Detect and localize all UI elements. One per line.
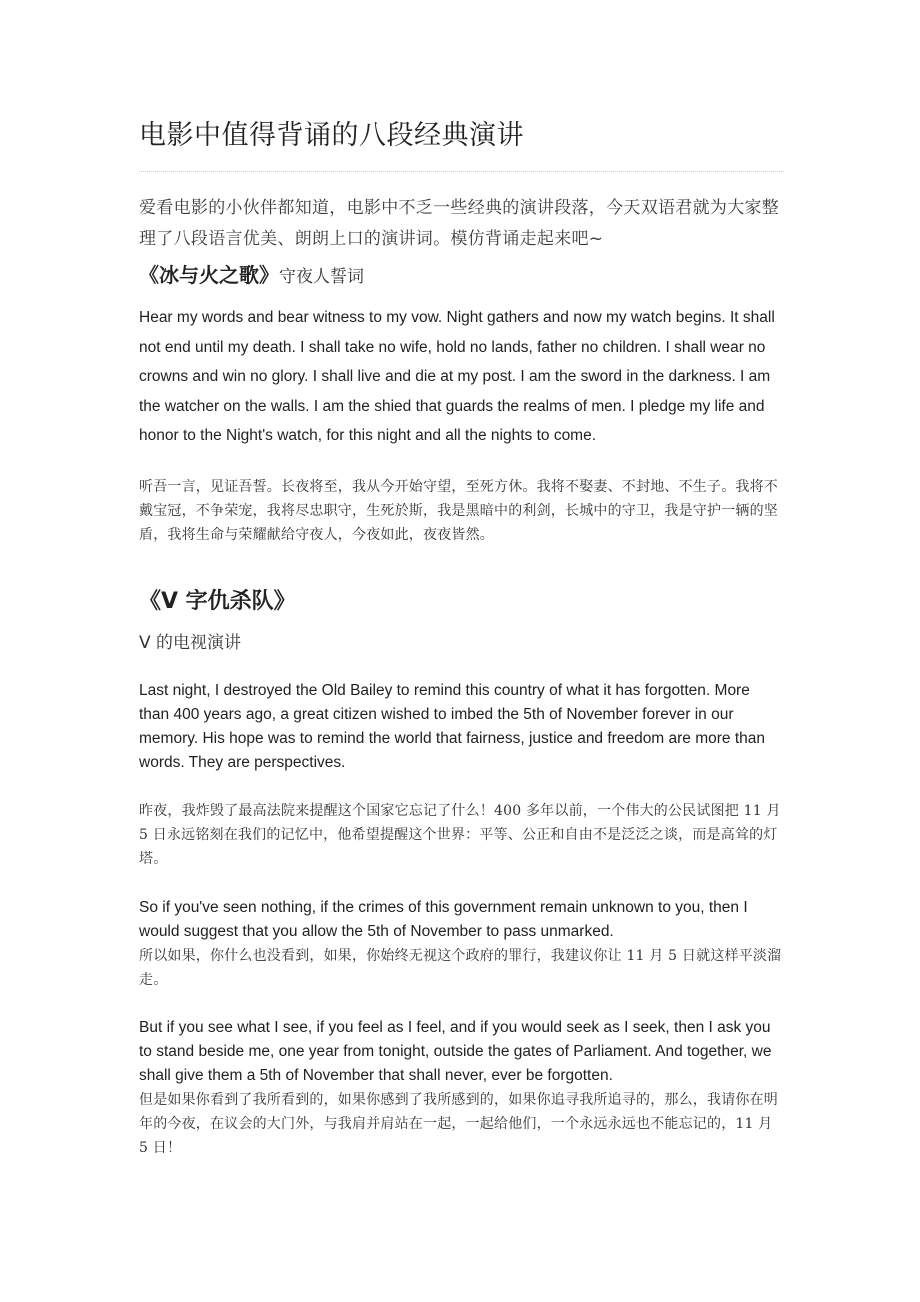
section2-paragraph1-chinese: 昨夜，我炸毁了最高法院来提醒这个国家它忘记了什么！400 多年以前，一个伟大的公民试图把 11 月 5 日永远铭刻在我们的记忆中，他希望提醒这个世界：平等、公正和自由不是泛泛之谈，而是高耸的灯塔。 <box>139 803 781 867</box>
section2-paragraph2-english: So if you've seen nothing, if the crimes of this government remain unknown to you, then I would suggest that you allow the 5th of November to pass unmarked. <box>139 899 748 940</box>
section1-movie-title: 《冰与火之歌》 <box>139 263 279 287</box>
article-title: 电影中值得背诵的八段经典演讲 <box>139 120 524 151</box>
section1-heading <box>139 259 364 288</box>
article-intro: 爱看电影的小伙伴都知道，电影中不乏一些经典的演讲段落，今天双语君就为大家整理了八段语言优美、朗朗上口的演讲词。模仿背诵走起来吧~ <box>139 198 780 249</box>
section2-paragraph2 <box>139 896 784 992</box>
section2-movie-title: 《V 字仇杀队》 <box>139 589 296 614</box>
section2-paragraph2-chinese: 所以如果，你什么也没看到，如果，你始终无视这个政府的罪行，我建议你让 11 月 5 日就这样平淡溜走。 <box>139 948 782 988</box>
section2-speech-title: V 的电视演讲 <box>139 633 242 653</box>
section2-paragraph1-english: Last night, I destroyed the Old Bailey to remind this country of what it has forgotten. More than 400 years ago, a great citizen wished to imbed the 5th of November forever in our memory. His hope was to remind the world that fairness, justice and freedom are more than words. They are perspectives. <box>139 682 766 771</box>
section2-paragraph3-chinese: 但是如果你看到了我所看到的，如果你感到了我所感到的，如果你追寻我所追寻的，那么，我请你在明年的今夜，在议会的大门外，与我肩并肩站在一起，一起给他们，一个永远永远也不能忘记的，11 月 5 日！ <box>139 1092 778 1156</box>
section1-chinese: 听吾一言，见证吾誓。长夜将至，我从今开始守望，至死方休。我将不娶妻、不封地、不生子。我将不戴宝冠，不争荣宠，我将尽忠职守，生死於斯，我是黑暗中的利剑，长城中的守卫，我是守护一辆的坚盾，我将生命与荣耀献给守夜人，今夜如此，夜夜皆然。 <box>139 479 778 543</box>
section1-speech-title: 守夜人誓词 <box>279 267 364 287</box>
section2-paragraph3 <box>139 1016 784 1160</box>
title-divider <box>139 171 784 172</box>
section1-english: Hear my words and bear witness to my vow. Night gathers and now my watch begins. It shall not end until my death. I shall take no wife, hold no lands, father no children. I shall wear no crowns and win no glory. I shall live and die at my post. I am the sword in the darkness. I am the watcher on the walls. I am the shied that guards the realms of men. I pledge my life and honor to the Night's watch, for this night and all the nights to come. <box>139 309 775 445</box>
section2-paragraph3-english: But if you see what I see, if you feel as I feel, and if you would seek as I seek, then I ask you to stand beside me, one year from tonight, outside the gates of Parliament. And together, we shall give them a 5th of November that shall never, ever be forgotten. <box>139 1019 772 1084</box>
